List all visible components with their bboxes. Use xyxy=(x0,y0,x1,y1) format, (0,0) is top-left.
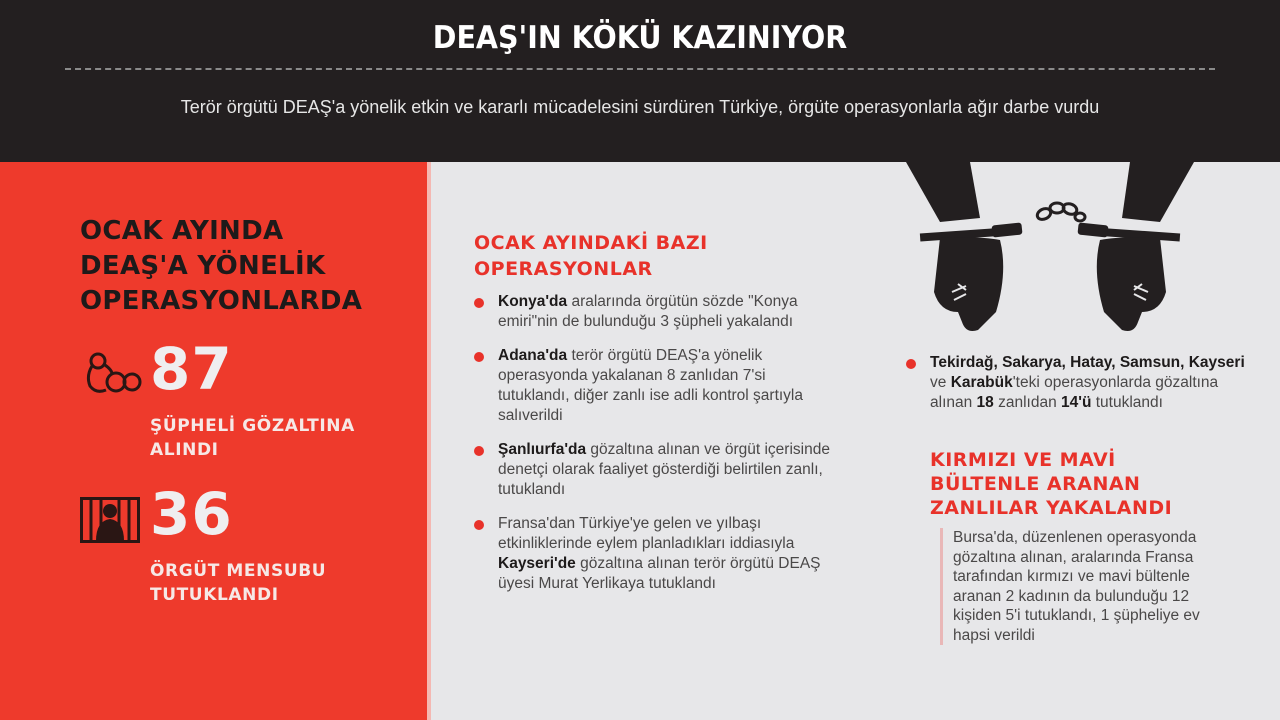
item-text: 'teki operasyonlarda gözaltına alınan xyxy=(930,374,1219,411)
heading-line: KIRMIZI VE MAVİ xyxy=(930,449,1116,471)
list-item xyxy=(906,353,1246,413)
stats-panel xyxy=(0,162,427,720)
red-blue-notice-heading xyxy=(906,448,1246,520)
stats-heading-line: OCAK AYINDA xyxy=(80,216,284,246)
heading-line: BÜLTENLE ARANAN xyxy=(930,473,1141,495)
stat-label-line: ÖRGÜT MENSUBU xyxy=(150,561,327,581)
item-text: gözaltına alınan terör örgütü DEAŞ üyesi Murat Yerlikaya tutuklandı xyxy=(498,555,821,592)
list-item xyxy=(474,346,834,426)
bullet-dot-icon xyxy=(474,446,484,456)
stat-detained-number: 87 xyxy=(150,335,233,403)
city-name: Karabük xyxy=(950,374,1013,391)
count-value: 14'ü xyxy=(1061,394,1092,411)
city-name: Adana'da xyxy=(498,347,568,364)
city-name: Kayseri'de xyxy=(498,555,576,572)
bursa-operation-text: Bursa'da, düzenlenen operasyonda gözaltına alınan, aralarında Fransa tarafından kırmızı ve mavi bültenle aranan 2 kadının da bulunduğu 12 kişiden 5'i tutuklandı, 1 şüpheliye ev hapsi verildi xyxy=(940,528,1240,645)
handcuffed-hands-broken-chain-icon xyxy=(900,162,1200,337)
item-text: gözaltına alınan ve örgüt içerisinde denetçi olarak faaliyet gösterdiği belirtilen zanlı, tutuklandı xyxy=(498,441,830,498)
page-subtitle: Terör örgütü DEAŞ'a yönelik etkin ve kararlı mücadelesini sürdüren Türkiye, örgüte operasyonlarla ağır darbe vurdu xyxy=(180,97,1100,117)
operations-heading xyxy=(474,230,834,282)
stat-label-line: ŞÜPHELİ GÖZALTINA xyxy=(150,416,355,436)
city-name: Şanlıurfa'da xyxy=(498,441,587,458)
handcuffs-icon xyxy=(80,352,142,401)
stat-arrested-number: 36 xyxy=(150,480,233,548)
stat-detained-label xyxy=(150,414,430,462)
list-item xyxy=(474,514,834,594)
item-text: terör örgütü DEAŞ'a yönelik operasyonda yakalanan 8 zanlıdan 7'si tutuklandı, diğer zanlı ise adli kontrol şartıyla salıverildi xyxy=(498,347,803,424)
list-item xyxy=(474,440,834,500)
city-name: Konya'da xyxy=(498,293,568,310)
stats-heading-line: DEAŞ'A YÖNELİK xyxy=(80,251,326,281)
stats-heading-line: OPERASYONLARDA xyxy=(80,286,363,316)
list-item xyxy=(474,292,834,332)
dashed-divider xyxy=(65,68,1215,70)
item-text: tutuklandı xyxy=(1091,394,1163,411)
bullet-dot-icon xyxy=(474,352,484,362)
operations-section xyxy=(474,230,834,608)
heading-line: ZANLILAR YAKALANDI xyxy=(930,497,1173,519)
stats-heading xyxy=(80,214,420,319)
page-title: DEAŞ'IN KÖKÜ KAZINIYOR xyxy=(432,20,848,56)
header-banner xyxy=(0,0,1280,162)
item-text: zanlıdan xyxy=(993,394,1062,411)
stat-label-line: ALINDI xyxy=(150,440,219,460)
prisoner-behind-bars-icon xyxy=(80,497,140,548)
stat-arrested-label xyxy=(150,559,430,607)
city-names: Tekirdağ, Sakarya, Hatay, Samsun, Kayseri xyxy=(930,354,1245,371)
heading-line: OPERASYONLAR xyxy=(474,258,653,280)
count-value: 18 xyxy=(976,394,994,411)
right-section xyxy=(906,353,1246,645)
bullet-dot-icon xyxy=(474,298,484,308)
stat-label-line: TUTUKLANDI xyxy=(150,585,279,605)
bullet-dot-icon xyxy=(474,520,484,530)
heading-line: OCAK AYINDAKİ BAZI xyxy=(474,232,708,254)
operations-list xyxy=(474,292,834,594)
item-text: Fransa'dan Türkiye'ye gelen ve yılbaşı etkinliklerinde eylem planladıkları iddiasıyla xyxy=(498,515,795,552)
item-text: ve xyxy=(930,374,951,391)
item-text: aralarında örgütün sözde "Konya emiri"nin de bulunduğu 3 şüpheli yakalandı xyxy=(498,293,798,330)
bullet-dot-icon xyxy=(906,359,916,369)
